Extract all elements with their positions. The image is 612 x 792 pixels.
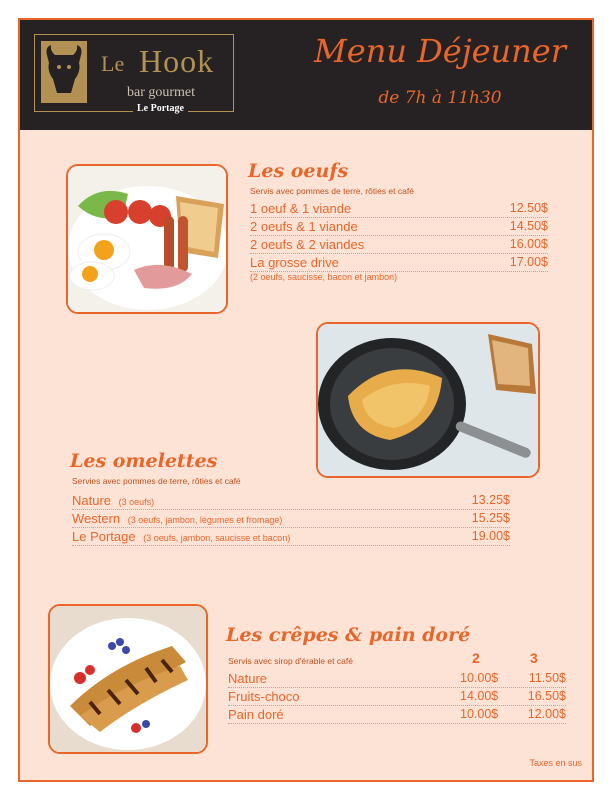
menu-hours: de 7h à 11h30 — [378, 88, 502, 108]
item-name: Nature — [72, 493, 112, 508]
menu-item-row — [228, 688, 566, 706]
item-note-grosse-drive: (2 oeufs, saucisse, bacon et jambon) — [250, 272, 398, 282]
menu-item-row — [250, 254, 548, 272]
item-name: Fruits-choco — [228, 689, 300, 704]
omelette-photo — [316, 322, 540, 478]
item-price-2: 14.00$ — [460, 689, 499, 703]
logo-hook-text: Hook — [139, 43, 215, 79]
logo — [34, 34, 234, 112]
item-name: Pain doré — [228, 707, 284, 722]
item-price: 16.00$ — [509, 237, 548, 251]
section-title-oeufs: Les oeufs — [248, 160, 349, 182]
section-title-crepes: Les crêpes & pain doré — [226, 624, 471, 646]
bull-head-logo-icon — [41, 41, 87, 103]
item-price-3: 11.50$ — [528, 671, 566, 685]
crepes-plate-image — [50, 606, 206, 752]
section-subtitle-crepes: Servis avec sirop d'érable et café — [228, 656, 353, 666]
logo-le-text: Le — [101, 51, 125, 76]
item-price-3: 12.00$ — [527, 707, 566, 721]
menu-item-row — [72, 492, 510, 510]
item-name: La grosse drive — [250, 255, 339, 270]
item-name: 1 oeuf & 1 viande — [250, 201, 352, 216]
column-header-2: 2 — [472, 650, 480, 666]
menu-item-row — [250, 200, 548, 218]
item-price: 17.00$ — [509, 255, 548, 269]
item-price-3: 16.50$ — [527, 689, 566, 703]
menu-item-row — [250, 218, 548, 236]
menu-page — [18, 18, 594, 782]
eggs-plate-image — [68, 166, 226, 312]
section-subtitle-omelettes: Servies avec pommes de terre, rôties et café — [72, 476, 241, 486]
crepes-photo — [48, 604, 208, 754]
item-note: (3 oeufs, jambon, saucisse et bacon) — [143, 533, 291, 543]
taxes-note: Taxes en sus — [529, 758, 582, 768]
column-header-3: 3 — [530, 650, 538, 666]
menu-item-row — [72, 510, 510, 528]
eggs-breakfast-photo — [66, 164, 228, 314]
item-name: 2 oeufs & 2 viandes — [250, 237, 365, 252]
item-note: (3 oeufs, jambon, légumes et fromage) — [127, 515, 283, 525]
section-title-omelettes: Les omelettes — [70, 450, 218, 472]
menu-item-row — [250, 236, 548, 254]
item-name-wrap — [72, 529, 290, 544]
item-name: Western — [72, 511, 121, 526]
menu-title: Menu Déjeuner — [314, 32, 566, 70]
section-subtitle-oeufs: Servis avec pommes de terre, rôties et café — [250, 186, 414, 196]
menu-item-row — [228, 670, 566, 688]
menu-item-row — [228, 706, 566, 724]
item-name: Nature — [228, 671, 268, 686]
item-name: 2 oeufs & 1 viande — [250, 219, 358, 234]
header-band — [20, 20, 592, 130]
item-price: 15.25$ — [471, 511, 510, 525]
item-price: 19.00$ — [471, 529, 510, 543]
item-note: (3 oeufs) — [118, 497, 155, 507]
item-price: 14.50$ — [509, 219, 548, 233]
item-price: 13.25$ — [471, 493, 510, 507]
logo-subtitle: bar gourmet — [127, 85, 196, 100]
item-price-2: 10.00$ — [460, 671, 499, 685]
item-name: Le Portage — [72, 529, 136, 544]
menu-item-row — [72, 528, 510, 546]
omelette-pan-image — [318, 324, 538, 476]
logo-tagline: Le Portage — [133, 103, 188, 114]
item-name-wrap — [72, 493, 154, 508]
item-name-wrap — [72, 511, 282, 526]
item-price: 12.50$ — [509, 201, 548, 215]
item-price-2: 10.00$ — [460, 707, 499, 721]
